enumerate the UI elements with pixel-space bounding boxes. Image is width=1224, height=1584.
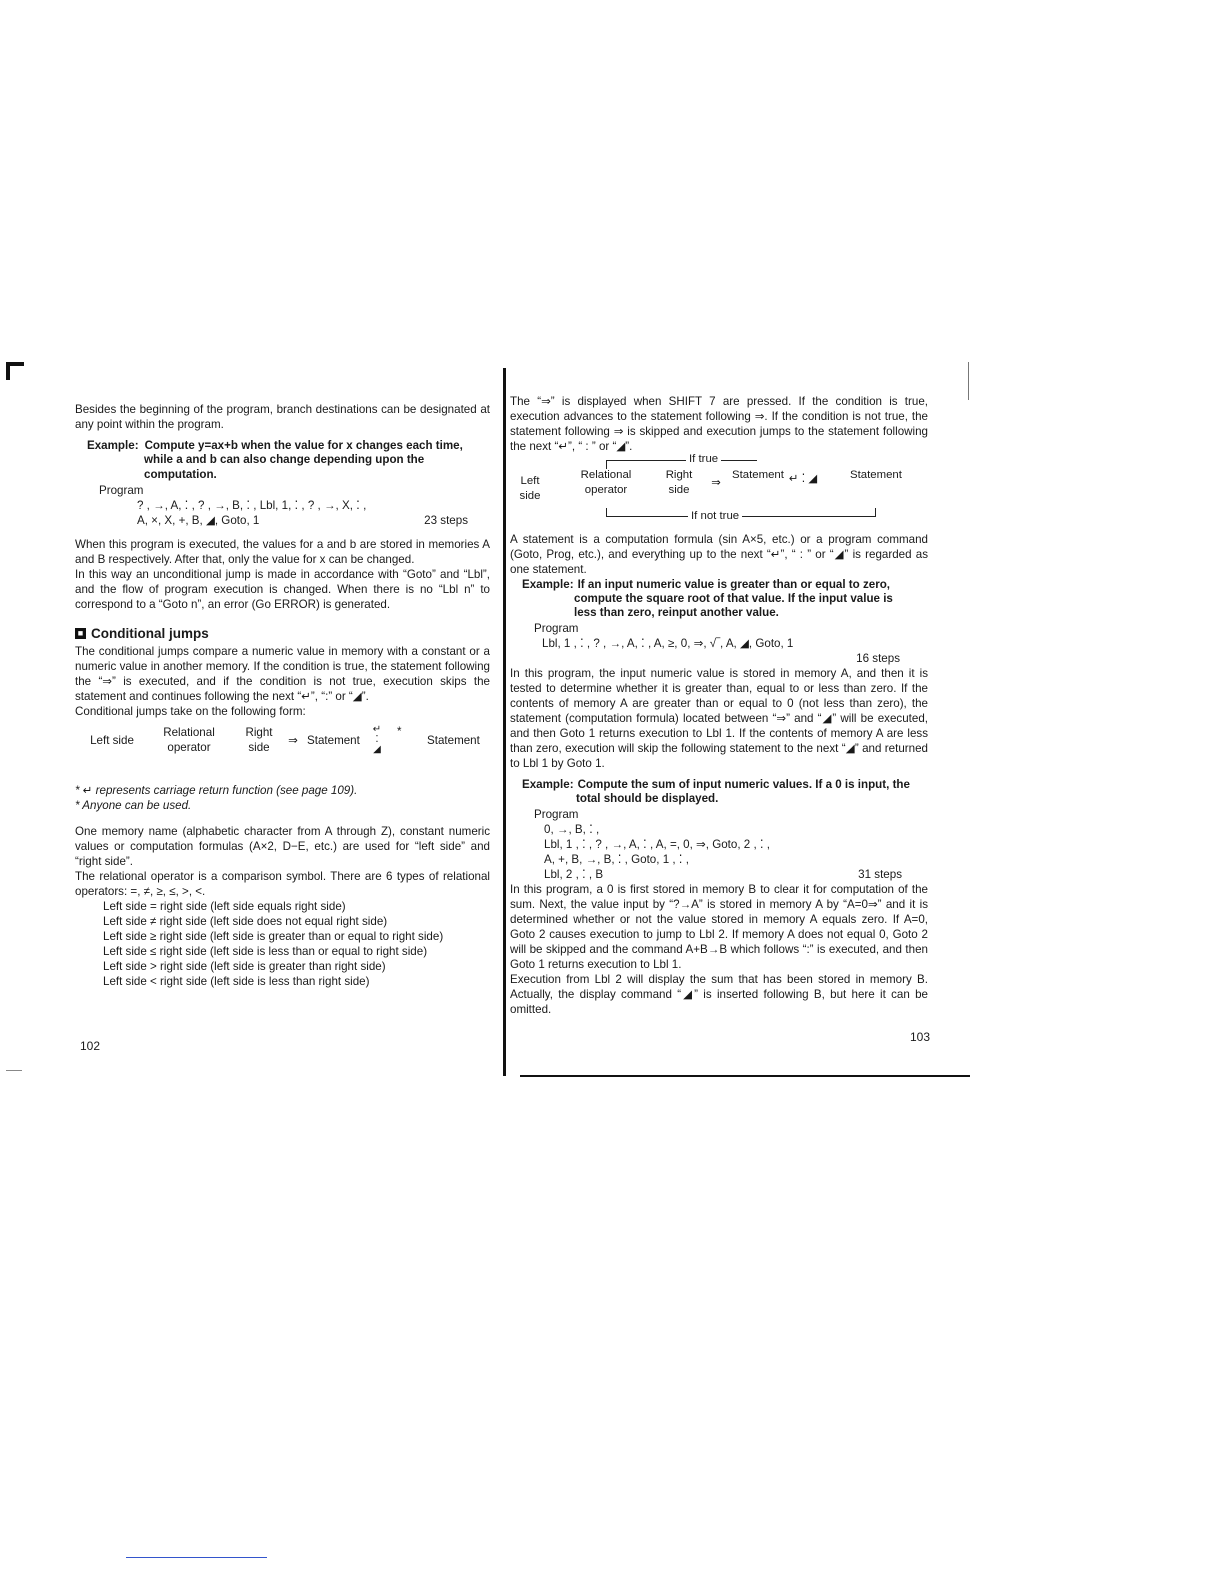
program-label: Program	[534, 622, 579, 635]
example-label: Example:	[522, 778, 574, 791]
form-statement: Statement	[307, 733, 360, 747]
conditional-form	[89, 725, 490, 755]
diagram-relational-operator: Relational operator	[580, 469, 632, 496]
example-text-cont: compute the square root of that value. If the input value is	[574, 592, 893, 605]
jump-diagram	[510, 453, 928, 524]
program-line: Lbl, 1 , ⁚ , ? , →, A, ⁚ , A, ≥, 0, ⇒, √‾, A, ◢, Goto, 1	[542, 637, 794, 650]
diagram-statement-2: Statement	[850, 469, 902, 481]
diagram-left-side: Left side	[519, 475, 541, 502]
right-page-baseline	[520, 1075, 970, 1077]
if-not-true-label: If not true	[688, 509, 742, 524]
form-star: *	[397, 724, 402, 738]
form-right-side: Right side	[245, 726, 273, 754]
operator-item: Left side ≥ right side (left side is greater than or equal to right side)	[103, 930, 444, 943]
bottom-left-tick	[6, 1070, 22, 1071]
program-line: Lbl, 2 , ⁚ , B	[544, 868, 604, 881]
program-label: Program	[99, 484, 144, 497]
section-title: Conditional jumps	[91, 626, 209, 641]
spine-divider	[503, 368, 506, 1076]
example-3	[510, 777, 928, 792]
paragraph: A statement is a computation formula (sin A×5, etc.) or a program command (Goto, Prog, etc.), and everything up to the next “↵”, “ : ” or “◢” is regarded as one statement.	[510, 533, 928, 576]
diagram-statement: Statement	[732, 469, 784, 481]
example-text: If an input numeric value is greater than or equal to zero,	[577, 578, 891, 591]
right-page	[510, 394, 928, 1017]
program-line: A, +, B, →, B, ⁚ , Goto, 1 , ⁚ ,	[544, 853, 689, 866]
example-text-cont: total should be displayed.	[576, 792, 719, 805]
bottom-link-underline	[126, 1557, 267, 1558]
corner-mark	[6, 362, 24, 380]
steps-count: 31 steps	[858, 868, 902, 881]
operator-item: Left side < right side (left side is less than right side)	[103, 975, 370, 988]
operator-item: Left side = right side (left side equals right side)	[103, 900, 346, 913]
section-heading	[75, 626, 490, 641]
example-label: Example:	[522, 578, 574, 591]
operator-item: Left side ≠ right side (left side does not equal right side)	[103, 915, 388, 928]
form-brace-mid: ⁚	[375, 734, 379, 745]
paragraph: Conditional jumps take on the following form:	[75, 705, 306, 718]
program-line: ? , →, A, ⁚ , ? , →, B, ⁚ , Lbl, 1, ⁚ , ? , →, X, ⁚ ,	[137, 499, 367, 512]
steps-count: 23 steps	[424, 514, 468, 527]
form-arrow: ⇒	[288, 733, 298, 747]
page-number-left: 102	[80, 1039, 101, 1053]
operator-item: Left side > right side (left side is greater than right side)	[103, 960, 386, 973]
footnote: * Anyone can be used.	[75, 799, 192, 812]
example-text: Compute y=ax+b when the value for x changes each time,	[144, 439, 463, 452]
if-true-label: If true	[686, 452, 721, 467]
example-text-cont: less than zero, reinput another value.	[574, 606, 779, 619]
form-brace	[357, 725, 397, 755]
program-label: Program	[534, 808, 579, 821]
form-left-side: Left side	[90, 733, 134, 747]
paragraph: The conditional jumps compare a numeric value in memory with a constant or a numeric value in another memory. If the condition is true, the statement following the “⇒” is executed, and if the condition is not true, execution skips the statement and continues following the next “↵”, “:” or “◢”.	[75, 645, 490, 703]
right-edge-rule	[968, 362, 969, 400]
program-line: 0, →, B, ⁚ ,	[544, 823, 600, 836]
example-label: Example:	[87, 439, 139, 452]
section-marker-icon: ■	[75, 628, 86, 639]
left-page	[75, 402, 490, 989]
example-text: Compute the sum of input numeric values. If a 0 is input, the	[577, 778, 910, 791]
paragraph: The “⇒” is displayed when SHIFT 7 are pressed. If the condition is true, execution advances to the statement following ⇒. If the condition is not true, the statement following ⇒ is skipped and execution jumps to the statement following the next “↵”, “ : ” or “◢”.	[510, 395, 928, 453]
footnotes	[75, 783, 490, 813]
diagram-right-side: Right side	[665, 469, 693, 496]
intro-paragraph: Besides the beginning of the program, branch destinations can be designated at any point within the program.	[75, 403, 490, 431]
program-line-steps	[510, 867, 928, 882]
form-relational-operator: Relational operator	[163, 726, 215, 754]
paragraph: Execution from Lbl 2 will display the sum that has been stored in memory B. Actually, the display command “◢” is inserted following B, but here it can be omitted.	[510, 973, 928, 1016]
example-1	[75, 432, 490, 453]
form-brace-bottom: ◢	[373, 744, 381, 755]
diagram-brace: ↵ ⁚ ◢	[788, 473, 818, 485]
form-brace-top: ↵	[372, 724, 382, 735]
footnote: * ↵ represents carriage return function (see page 109).	[75, 784, 358, 797]
paragraph: The relational operator is a comparison symbol. There are 6 types of relational operators: =, ≠, ≥, ≤, >, <.	[75, 870, 490, 898]
paragraph: One memory name (alphabetic character from A through Z), constant numeric values or computation formulas (A×2, D−E, etc.) are used for “left side” and “right side”.	[75, 825, 490, 868]
program-line: Lbl, 1 , ⁚ , ? , →, A, ⁚ , A, =, 0, ⇒, Goto, 2 , ⁚ ,	[544, 838, 771, 851]
operator-list	[75, 899, 490, 989]
program-line: A, ×, X, +, B, ◢, Goto, 1	[137, 514, 260, 527]
steps-count: 16 steps	[856, 652, 900, 665]
paragraph: When this program is executed, the values for a and b are stored in memories A and B respectively. After that, only the value for x can be changed.	[75, 538, 490, 566]
page-number-right: 103	[910, 1030, 931, 1044]
diagram-arrow: ⇒	[711, 477, 721, 489]
paragraph: In this program, a 0 is first stored in memory B to clear it for computation of the sum. Next, the value input by “?→A” is stored in memory A by “A=0⇒” and it is determined whether or not the value stored in memory A equals zero. If A=0, Goto 2 causes execution to jump to Lbl 2. If memory A does not equal 0, Goto 2 will be skipped and the command A+B→B which follows “:” is executed, and then Goto 1 returns execution to Lbl 1.	[510, 883, 928, 971]
program-line-steps	[75, 513, 490, 528]
example-text-cont: while a and b can also change depending upon the computation.	[144, 453, 425, 481]
paragraph: In this program, the input numeric value is stored in memory A, and then it is tested to determine whether it is greater than, equal to or less than zero. If the contents of memory A are greater than or equal to 0 (not less than zero), the statement (computation formula) located between “⇒” and “◢” will be executed, and then Goto 1 returns execution to Lbl 1. If the contents of memory A are less than zero, execution will skip the following statement to the next “◢” and returned to Lbl 1 by Goto 1.	[510, 667, 928, 770]
form-statement-2: Statement	[427, 733, 480, 747]
paragraph: In this way an unconditional jump is made in accordance with “Goto” and “Lbl”, and the flow of program execution is changed. When there is no “Lbl n” to correspond to a “Goto n”, an error (Go ERROR) is generated.	[75, 568, 490, 611]
example-2	[510, 577, 928, 592]
operator-item: Left side ≤ right side (left side is less than or equal to right side)	[103, 945, 428, 958]
